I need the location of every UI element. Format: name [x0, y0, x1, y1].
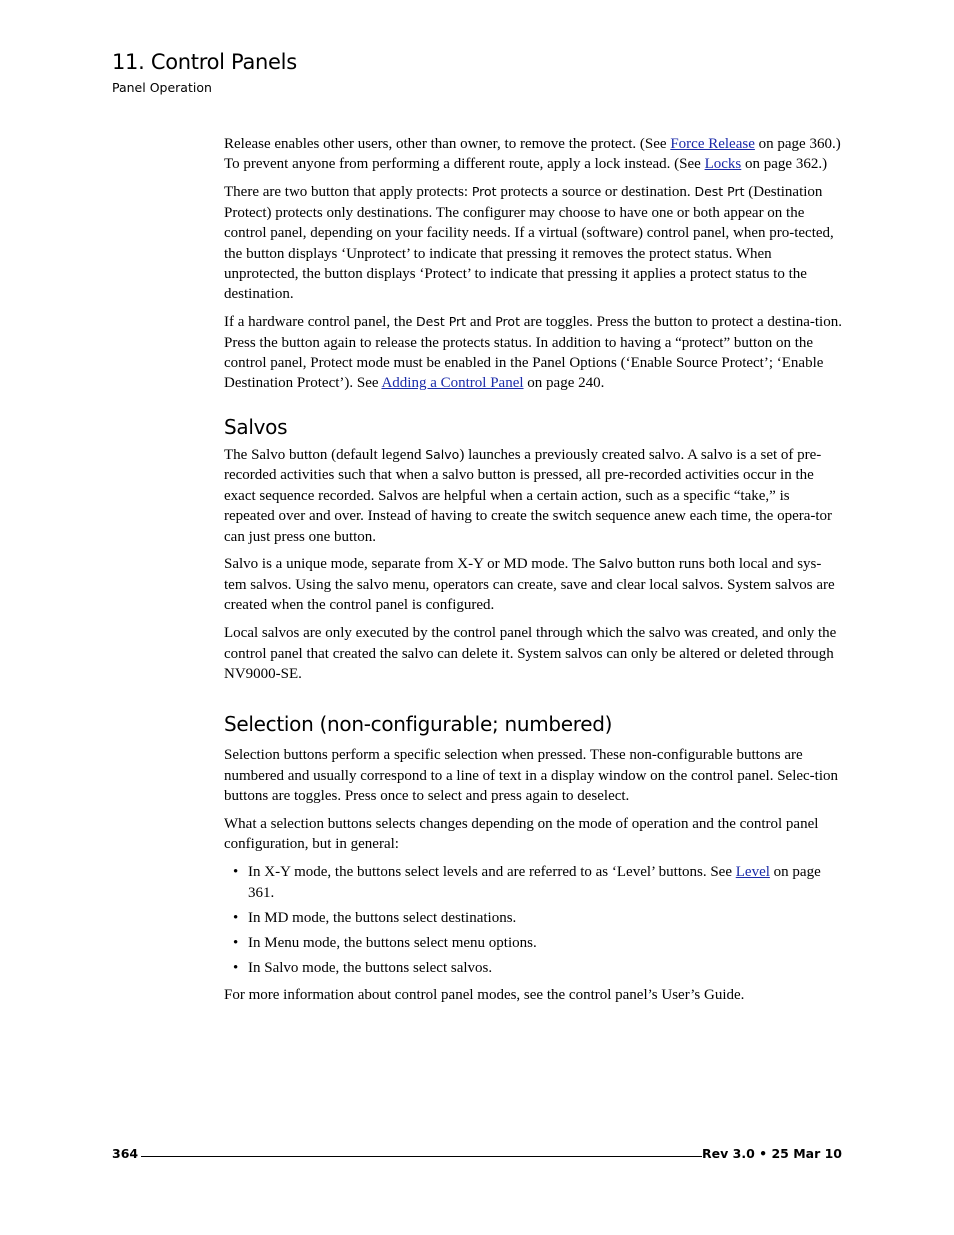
list-item: • In Menu mode, the buttons select menu options.	[224, 933, 842, 953]
paragraph-more-info: For more information about control panel modes, see the control panel’s User’s Guide.	[224, 987, 745, 1004]
list-item: • In MD mode, the buttons select destinations.	[224, 908, 842, 928]
paragraph-local-salvos: Local salvos are only executed by the control panel through which the salvo was created, and only the control panel that created the salvo can delete it. System salvos can only be altered or deleted through NV9000-SE.	[224, 625, 837, 682]
bullet-icon: •	[233, 959, 239, 976]
paragraph-salvo-mode: Salvo is a unique mode, separate from X-Y or MD mode. The Salvo button runs both local and sys-tem salvos. Using the salvo menu, operators can create, save and clear local salvos. System salvos are created when the control panel is configured.	[224, 556, 835, 614]
mode-bullet-list	[224, 862, 842, 978]
list-item: • In X-Y mode, the buttons select levels and are referred to as ‘Level’ buttons. See Level on page 361.	[233, 864, 821, 901]
button-legend-dest-prt: Dest Prt	[416, 314, 467, 330]
link-locks[interactable]: Locks	[704, 156, 742, 173]
button-legend-prot: Prot	[471, 184, 497, 200]
button-legend-prot: Prot	[495, 314, 520, 330]
button-legend-dest-prt: Dest Prt	[694, 184, 745, 200]
bullet-icon: •	[233, 909, 239, 926]
link-level[interactable]: Level	[735, 864, 770, 881]
button-legend-salvo: Salvo	[598, 556, 634, 572]
heading-selection: Selection (non-configurable; numbered)	[224, 712, 613, 737]
heading-salvos: Salvos	[224, 414, 288, 439]
paragraph-protect-buttons: There are two button that apply protects: Prot protects a source or destination. Dest Prt (Destination Protect) protects only destinations. The configurer may choose to have one or both appear on the control panel, depending on your facility needs. If a virtual (software) control panel, when pro-tected, the button displays ‘Unprotect’ to indicate that pressing it removes the protect status. When unprotected, the button displays ‘Protect’ to indicate that pressing it applies a protect status to the destination.	[224, 184, 834, 303]
footer-divider	[141, 1156, 702, 1157]
section-subtitle: Panel Operation	[112, 80, 212, 95]
page-number: 364	[112, 1146, 139, 1161]
button-legend-salvo: Salvo	[425, 446, 460, 462]
bullet-icon: •	[233, 934, 239, 951]
paragraph-salvo-button: The Salvo button (default legend Salvo) launches a previously created salvo. A salvo is a set of pre-recorded activities such that when a salvo button is pressed, all pre-recorded activities occur in the exact sequence recorded. Salvos are helpful when a certain action, such as a specific “take,” is repeated over and over. Instead of having to create the switch sequence anew each time, the opera-tor can just press one button.	[224, 446, 833, 545]
list-item: • In Salvo mode, the buttons select salvos.	[224, 958, 842, 978]
paragraph-selection-buttons: Selection buttons perform a specific selection when pressed. These non-configurable buttons are numbered and usually correspond to a line of text in a display window on the control panel. Selec-tion buttons are toggles. Press once to select and press again to deselect.	[224, 747, 839, 805]
link-adding-control-panel[interactable]: Adding a Control Panel	[381, 375, 524, 392]
bullet-icon: •	[233, 864, 239, 881]
paragraph-force-release: Release enables other users, other than owner, to remove the protect. (See Force Release on page 360.) To prevent anyone from performing a different route, apply a lock instead. (See Locks on page 362.)	[224, 136, 841, 173]
link-force-release[interactable]: Force Release	[670, 136, 755, 152]
paragraph-hardware-toggles: If a hardware control panel, the Dest Prt and Prot are toggles. Press the button to protect a destina-tion. Press the button again to release the protects status. In addition to having a “protect” button on the control panel, Protect mode must be enabled in the Panel Options (‘Enable Source Protect’; ‘Enable Destination Protect’). See Adding a Control Panel on page 240.	[224, 314, 842, 392]
revision-label: Rev 3.0 • 25 Mar 10	[702, 1146, 842, 1161]
chapter-title: 11. Control Panels	[112, 50, 297, 74]
paragraph-selection-modes: What a selection buttons selects changes depending on the mode of operation and the control panel configuration, but in general:	[224, 816, 819, 853]
page-footer	[112, 1145, 842, 1165]
page-body	[224, 134, 842, 1013]
